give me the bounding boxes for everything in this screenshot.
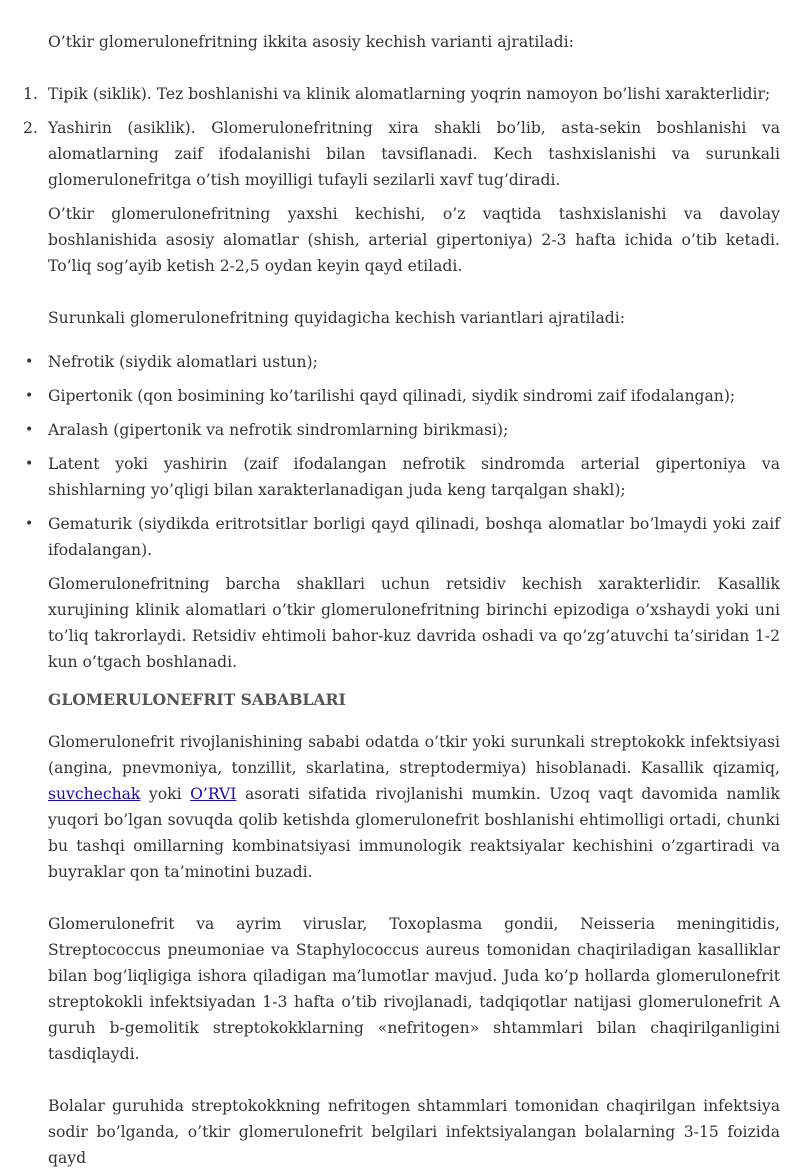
paragraph-text: Glomerulonefrit rivojlanishining sababi odatda o’tkir yoki surunkali streptokokk infektsiyasi (angina, pnevmoniya, tonzillit, skarlatina, streptodermiya) hisoblanadi. Kasallik qizamiq, [48, 733, 780, 777]
course-paragraph: O’tkir glomerulonefritning yaxshi kechishi, o’z vaqtida tashxislanishi va davolay boshlanishida asosiy alomatlar (shish, arterial gipertoniya) 2-3 hafta ichida o’tib ketadi. To’liq sog’ayib ketish 2-2,5 oydan keyin qayd etiladi. [48, 205, 780, 275]
list-item [25, 349, 780, 375]
paragraph-text: asorati sifatida rivojlanishi mumkin. Uzoq vaqt davomida namlik yuqori bo’lgan sovuqda qolib ketishda glomerulonefrit boshlanishi ehtimolligi ortadi, chunki bu tashqi omillarning kombinatsiyasi immunologik reaktsiyalar kechishini o’zgartiradi va buyraklar qon ta’minotini buzadi. [48, 785, 780, 881]
causes-paragraph-2: Glomerulonefrit va ayrim viruslar, Toxoplasma gondii, Neisseria meningitidis, Streptococcus pneumoniae va Staphylococcus aureus tomonidan chaqiriladigan kasalliklar bilan bog’liqligiga ishora qiladigan ma’lumotlar mavjud. Juda ko’p hollarda glomerulonefrit streptokokli infektsiyadan 1-3 hafta o’tib rivojlanadi, tadqiqotlar natijasi glomerulonefrit A guruh b-gemolitik streptokokklarning «nefritogen» shtammlari bilan chaqirilganligini tasdiqlaydi. [48, 915, 780, 1063]
list-item-text: Tipik (siklik). Tez boshlanishi va klinik alomatlarning yoqrin namoyon bo’lishi xarakterlidir; [48, 85, 771, 103]
bullet-icon: • [25, 388, 34, 404]
section-heading: GLOMERULONEFRIT SABABLARI [48, 690, 346, 709]
orvi-link[interactable]: O’RVI [190, 785, 237, 803]
list-item-text: Gematurik (siydikda eritrotsitlar borligi qayd qilinadi, boshqa alomatlar bo’lmaydi yoki zaif ifodalangan). [48, 515, 780, 559]
causes-paragraph-3: Bolalar guruhida streptokokkning nefritogen shtammlari tomonidan chaqirilgan infektsiya sodir bo’lganda, o’tkir glomerulonefrit belgilari infektsiyalangan bolalarning 3-15 foizida qayd [48, 1097, 780, 1167]
paragraph-text: yoki [140, 785, 191, 803]
bullet-icon: • [25, 422, 34, 438]
list-item [25, 383, 780, 409]
ordered-list-intro: O’tkir glomerulonefritning ikkita asosiy kechish varianti ajratiladi: [48, 33, 574, 51]
list-item-text: Latent yoki yashirin (zaif ifodalangan nefrotik sindromda arterial gipertoniya va shishlarning yo’qligi bilan xarakterlanadigan juda keng tarqalgan shakl); [48, 455, 780, 499]
bullet-icon: • [25, 516, 34, 532]
list-number: 1. [23, 85, 38, 103]
course-variants-list [23, 81, 780, 193]
list-item-text: Nefrotik (siydik alomatlari ustun); [48, 353, 318, 371]
list-item-text: Yashirin (asiklik). Glomerulonefritning xira shakli bo’lib, asta-sekin boshlanishi va alomatlarning zaif ifodalanishi bilan tavsiflanadi. Kech tashxislanishi va surunkali glomerulonefritga o’tish moyilligi tufayli sezilarli xavf tug’diradi. [48, 119, 780, 189]
list-number: 2. [23, 119, 38, 137]
relapse-paragraph: Glomerulonefritning barcha shakllari uchun retsidiv kechish xarakterlidir. Kasallik xurujining klinik alomatlari o’tkir glomerulonefritning birinchi epizodiga o’xshaydi yoki uni to’liq takrorlaydi. Retsidiv ehtimoli bahor-kuz davrida oshadi va qo’zg’atuvchi ta’siridan 1-2 kun o’tgach boshlanadi. [48, 575, 780, 671]
list-item [23, 81, 780, 107]
bullet-list-intro: Surunkali glomerulonefritning quyidagicha kechish variantlari ajratiladi: [48, 309, 625, 327]
list-item [25, 451, 780, 503]
chronic-variants-list [25, 349, 780, 563]
list-item [23, 115, 780, 193]
list-item-text: Aralash (gipertonik va nefrotik sindromlarning birikmasi); [48, 421, 509, 439]
list-item [25, 417, 780, 443]
list-item-text: Gipertonik (qon bosimining ko’tarilishi qayd qilinadi, siydik sindromi zaif ifodalangan); [48, 387, 736, 405]
bullet-icon: • [25, 354, 34, 370]
bullet-icon: • [25, 456, 34, 472]
suvchechak-link[interactable]: suvchechak [48, 785, 141, 803]
list-item [25, 511, 780, 563]
causes-paragraph-1 [48, 729, 780, 885]
